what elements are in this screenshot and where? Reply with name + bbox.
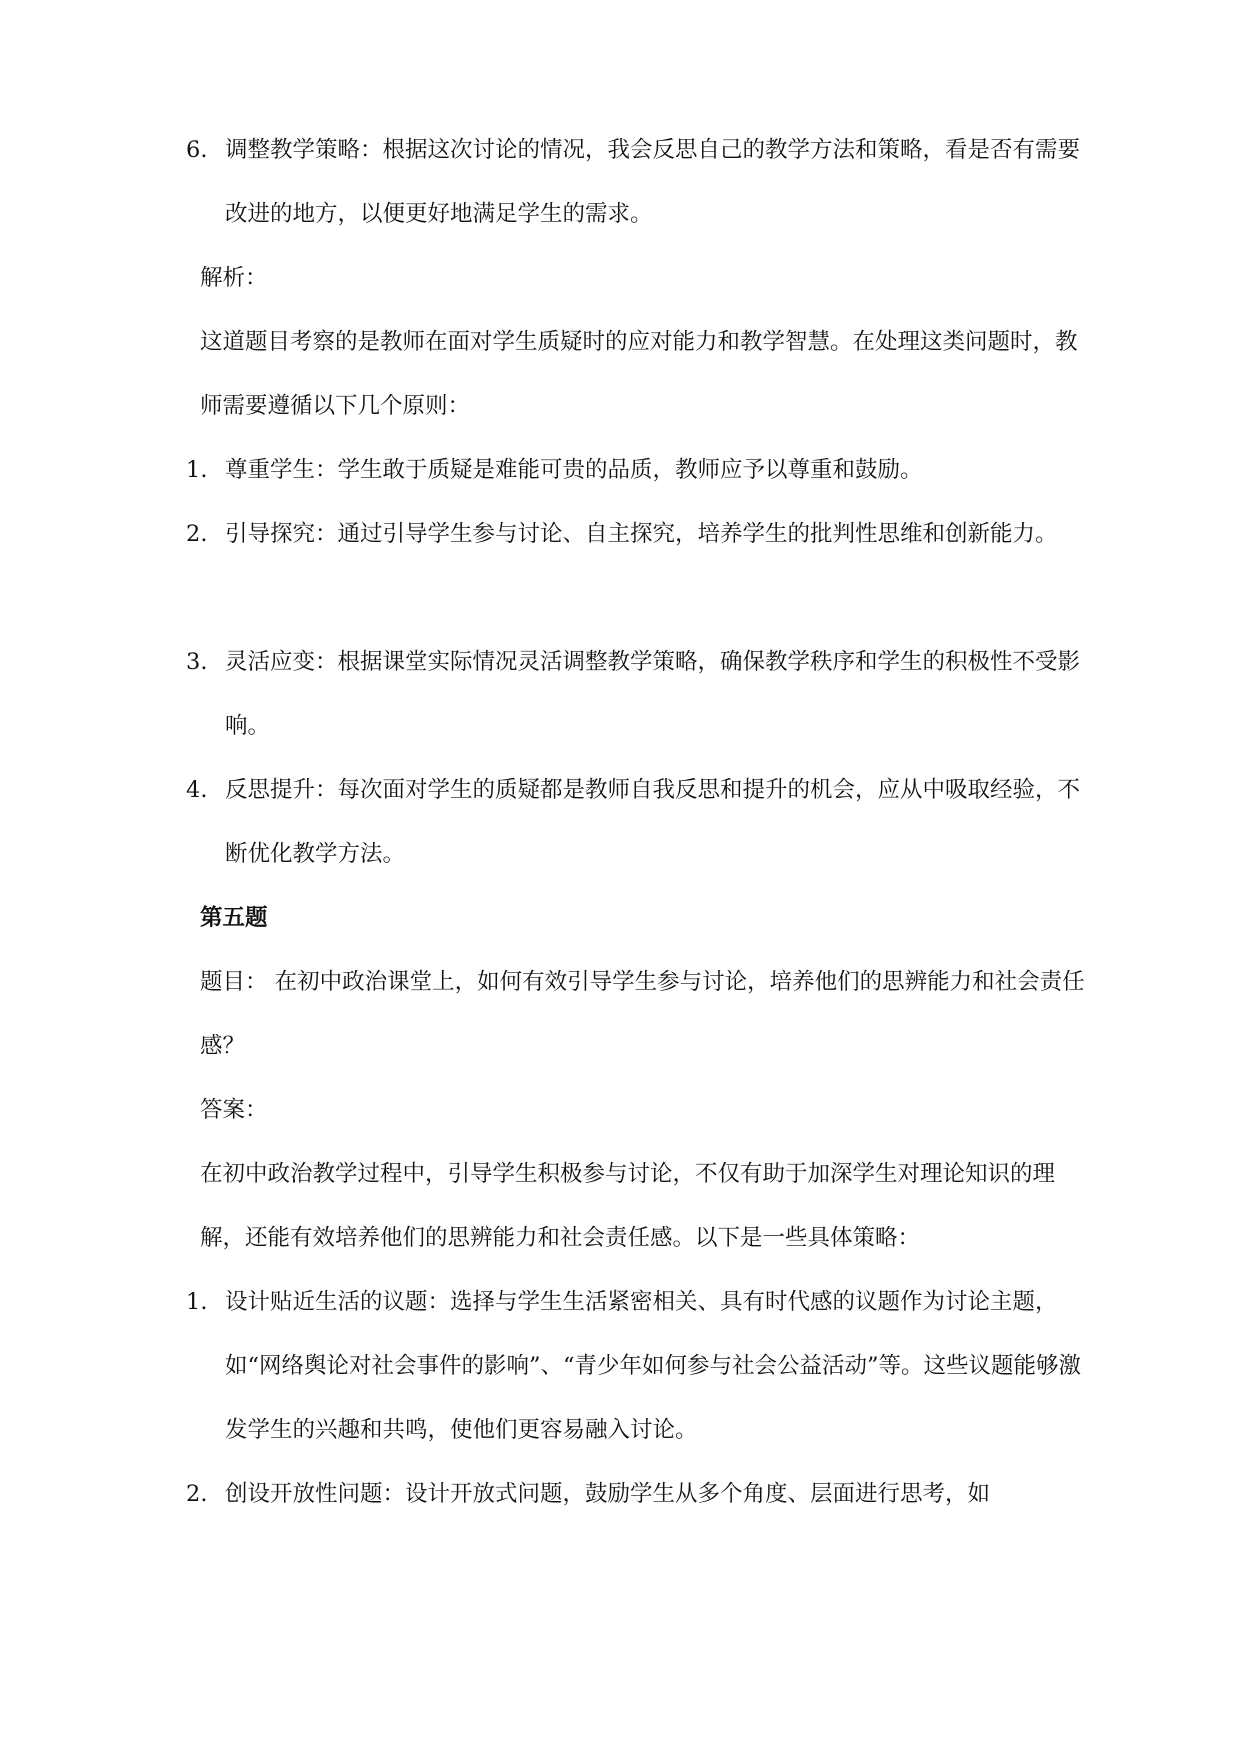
- list-text: 灵活应变：根据课堂实际情况灵活调整教学策略，确保教学秩序和学生的积极性不受影响。: [225, 649, 1081, 739]
- list-number: 1.: [186, 1289, 208, 1315]
- list-number: 6.: [186, 137, 208, 163]
- list-text: 设计贴近生活的议题：选择与学生生活紧密相关、具有时代感的议题作为讨论主题，如“网络舆论对社会事件的影响”、“青少年如何参与社会公益活动”等。这些议题能够激发学生的兴趣和共鸣，使他们更容易融入讨论。: [225, 1289, 1082, 1443]
- list-text: 反思提升：每次面对学生的质疑都是教师自我反思和提升的机会，应从中吸取经验，不断优化教学方法。: [225, 777, 1081, 867]
- list-text: 调整教学策略：根据这次讨论的情况，我会反思自己的教学方法和策略，看是否有需要改进的地方，以便更好地满足学生的需求。: [225, 137, 1081, 227]
- answer-intro: 在初中政治教学过程中，引导学生积极参与讨论，不仅有助于加深学生对理论知识的理解，还能有效培养他们的思辨能力和社会责任感。以下是一些具体策略：: [200, 1161, 1056, 1251]
- answer-label: 答案：: [200, 1097, 268, 1123]
- list-number: 1.: [186, 457, 208, 483]
- list-number: 2.: [186, 521, 208, 547]
- analysis-intro: 这道题目考察的是教师在面对学生质疑时的应对能力和教学智慧。在处理这类问题时，教师需要遵循以下几个原则：: [200, 329, 1078, 419]
- list-number: 2.: [186, 1481, 208, 1507]
- list-text: 尊重学生：学生敢于质疑是难能可贵的品质，教师应予以尊重和鼓励。: [225, 457, 923, 483]
- section-heading: 第五题: [200, 905, 268, 931]
- question-text: 题目： 在初中政治课堂上，如何有效引导学生参与讨论，培养他们的思辨能力和社会责任感？: [200, 969, 1085, 1059]
- list-number: 3.: [186, 649, 208, 675]
- list-text: 创设开放性问题：设计开放式问题，鼓励学生从多个角度、层面进行思考，如: [225, 1481, 991, 1507]
- list-number: 4.: [186, 777, 208, 803]
- analysis-label: 解析：: [200, 265, 268, 291]
- list-text: 引导探究：通过引导学生参与讨论、自主探究，培养学生的批判性思维和创新能力。: [225, 521, 1058, 547]
